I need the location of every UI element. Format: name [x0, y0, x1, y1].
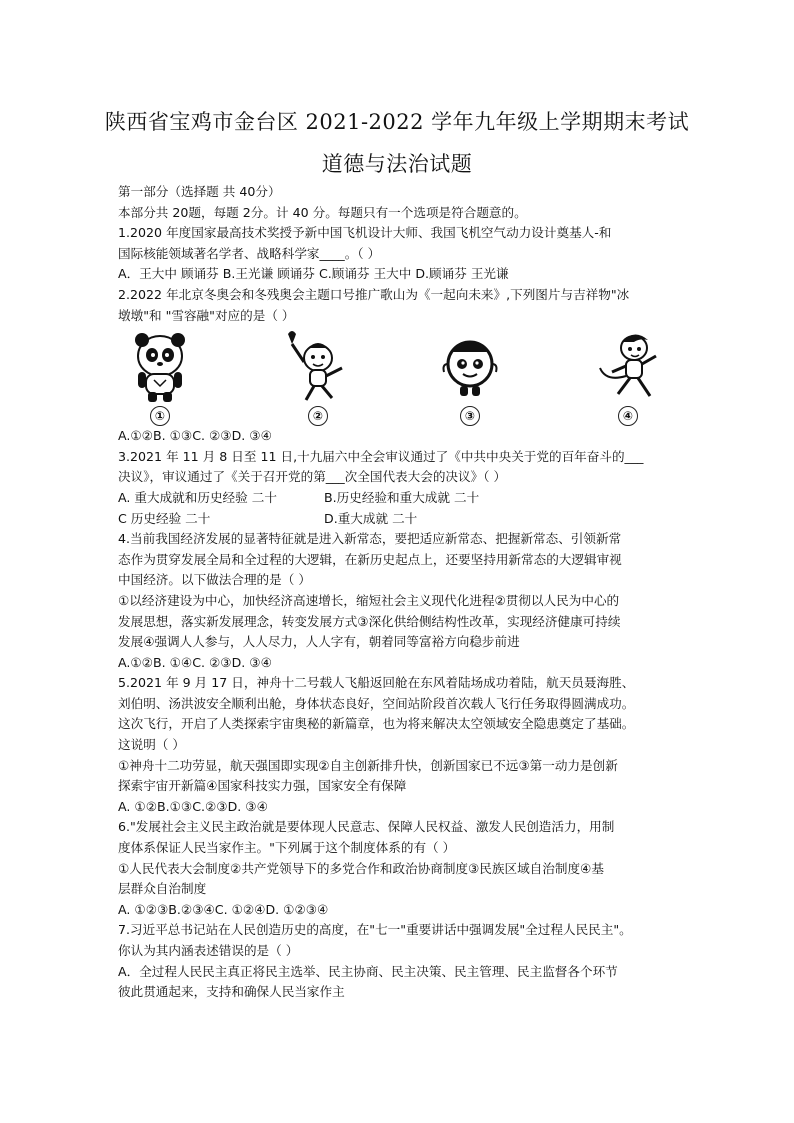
part-heading: 第一部分（选择题 共 40分）: [118, 184, 281, 199]
round-mascot-icon: [430, 328, 510, 406]
question-options: [118, 509, 688, 530]
figure-label: ④: [618, 406, 638, 426]
question-5: [118, 673, 688, 817]
question-2: [118, 285, 688, 447]
question-line: A．全过程人民民主真正将民主选举、民主协商、民主决策、民主管理、民主监督各个环节: [118, 963, 618, 979]
question-line: 决议》，审议通过了《关于召开党的第___次全国代表大会的决议》（ ）: [118, 469, 507, 485]
question-line: 1.2020 年度国家最高技术奖授予新中国飞机设计大师、我国飞机空气动力设计奠基人-和: [118, 225, 612, 241]
question-7: [118, 920, 688, 1002]
question-line: 墩墩"和 "雪容融"对应的是（ ）: [118, 307, 295, 323]
question-3: [118, 447, 688, 529]
question-line: 7.习近平总书记站在人民创造历史的高度，在"七一"重要讲话中强调发展"全过程人民民主"。: [118, 922, 632, 938]
question-line: 彼此贯通起来，支持和确保人民当家作主: [118, 984, 345, 1000]
question-options: A. ①②B.①③C.②③D. ③④: [118, 798, 268, 814]
question-options: A.①②B. ①④C. ②③D. ③④: [118, 654, 272, 670]
question-line: 态作为贯穿发展全局和全过程的大逻辑，在新历史起点上，还要坚持用新常态的大逻辑审视: [118, 551, 622, 567]
question-line: 4.当前我国经济发展的显著特征就是进入新常态，要把适应新常态、把握新常态、引领新常: [118, 531, 622, 547]
running-mascot-icon: [588, 328, 668, 406]
question-line: 发展④强调人人参与，人人尽力，人人字有，朝着同等富裕方向稳步前进: [118, 634, 520, 650]
question-line: ①神舟十二功劳显，航天强国即实现②自主创新排升快，创新国家已不远③第一动力是创新: [118, 757, 618, 773]
question-line: 发展思想，落实新发展理念，转变发展方式③深化供给侧结构性改革，实现经济健康可持续: [118, 613, 621, 629]
question-line: 层群众自治制度: [118, 881, 207, 897]
question-line: 探索宇宙开新篇④国家科技实力强，国家安全有保障: [118, 778, 407, 794]
lantern-mascot-icon: [278, 328, 358, 406]
panda-mascot-icon: [120, 328, 200, 406]
option-d: D.重大成就 二十: [324, 510, 418, 526]
question-line: 6."发展社会主义民主政治就是要体现人民意志、保障人民权益、激发人民创造活力，用制: [118, 819, 615, 835]
mascot-figure-4: [588, 328, 668, 426]
option-c: C 历史经验 二十: [118, 510, 211, 526]
question-line: 中国经济。以下做法合理的是（ ）: [118, 572, 311, 588]
question-line: 这说明（ ）: [118, 737, 185, 753]
question-line: 度体系保证人民当家作主。"下列属于这个制度体系的有（ ）: [118, 840, 456, 856]
question-line: ①以经济建设为中心，加快经济高速增长，缩短社会主义现代化进程②贯彻以人民为中心的: [118, 592, 620, 608]
question-options: A．王大中 顾诵芬 B.王光谦 顾诵芬 C.顾诵芬 王大中 D.顾诵芬 王光谦: [118, 266, 509, 282]
mascot-figure-3: [430, 328, 510, 426]
option-b: B.历史经验和重大成就 二十: [324, 489, 480, 505]
question-line: 5.2021 年 9 月 17 日，神舟十二号载人飞船返回舱在东风着陆场成功着陆，航天员聂海胜、: [118, 675, 635, 691]
question-options: [118, 488, 688, 509]
mascot-figure-2: [278, 328, 358, 426]
question-line: ①人民代表大会制度②共产党领导下的多党合作和政治协商制度③民族区域自治制度④基: [118, 860, 604, 876]
mascot-figure-row: [118, 328, 688, 426]
question-4: [118, 529, 688, 673]
question-line: 3.2021 年 11 月 8 日至 11 日,十九届六中全会审议通过了《中共中央关于党的百年奋斗的___: [118, 448, 644, 464]
figure-label: ①: [150, 406, 170, 426]
question-options: A. ①②③B.②③④C. ①②④D. ①②③④: [118, 901, 329, 917]
exam-title: 陕西省宝鸡市金台区 2021-2022 学年九年级上学期期末考试: [104, 110, 690, 134]
question-line: 刘伯明、汤洪波安全顺利出舱，身体状态良好，空间站阶段首次载人飞行任务取得圆满成功。: [118, 695, 635, 711]
question-line: 国际核能领域著名学者、战略科学家____。（ ）: [118, 245, 381, 261]
exam-body: [118, 182, 688, 1003]
question-options: A.①②B. ①③C. ②③D. ③④: [118, 428, 272, 444]
question-6: [118, 817, 688, 920]
question-line: 你认为其内涵表述错误的是（ ）: [118, 943, 299, 958]
mascot-figure-1: [120, 328, 200, 426]
question-line: 2.2022 年北京冬奥会和冬残奥会主题口号推广歌山为《一起向未来》,下列图片与吉祥物"冰: [118, 286, 630, 302]
exam-subtitle: 道德与法治试题: [321, 152, 473, 176]
question-line: 这次飞行，开启了人类探索宇宙奥秘的新篇章，也为将来解决太空领域安全隐患奠定了基础。: [118, 716, 635, 732]
option-a: A. 重大成就和历史经验 二十: [118, 489, 277, 505]
figure-label: ②: [308, 406, 328, 426]
figure-label: ③: [460, 406, 480, 426]
part-instructions: 本部分共 20题，每题 2分。计 40 分。每题只有一个选项是符合题意的。: [118, 204, 527, 220]
question-1: [118, 223, 688, 285]
